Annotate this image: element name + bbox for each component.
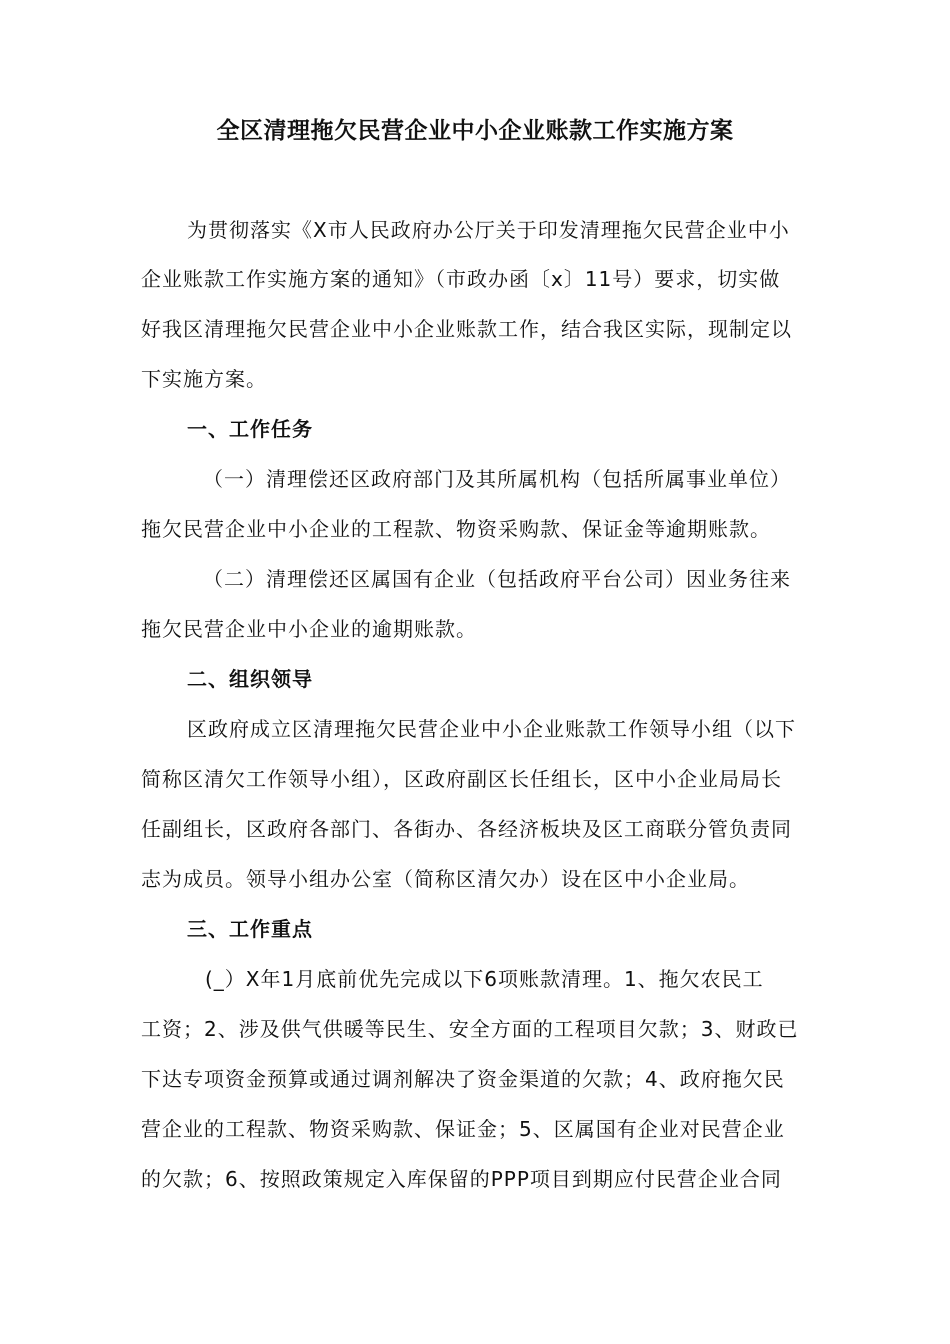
intro-line-3: 好我区清理拖欠民营企业中小企业账款工作，结合我区实际，现制定以	[141, 317, 792, 341]
section-3-heading: 三、工作重点	[187, 917, 313, 941]
section-2-heading: 二、组织领导	[187, 667, 313, 691]
section-1-item-2-line-1: （二）清理偿还区属国有企业（包括政府平台公司）因业务往来	[203, 567, 791, 591]
section-2-para-line-3: 任副组长，区政府各部门、各街办、各经济板块及区工商联分管负责同	[141, 817, 792, 841]
intro-line-4: 下实施方案。	[141, 367, 267, 391]
section-2-para-line-4: 志为成员。领导小组办公室（简称区清欠办）设在区中小企业局。	[141, 867, 750, 891]
section-1-item-2-line-2: 拖欠民营企业中小企业的逾期账款。	[141, 617, 477, 641]
section-2-para-line-1: 区政府成立区清理拖欠民营企业中小企业账款工作领导小组（以下	[187, 717, 796, 741]
document-title: 全区清理拖欠民营企业中小企业账款工作实施方案	[216, 118, 734, 144]
section-1-heading: 一、工作任务	[187, 417, 313, 441]
section-3-para-line-4: 营企业的工程款、物资采购款、保证金；5、区属国有企业对民营企业	[141, 1117, 785, 1141]
section-1-item-1-line-1: （一）清理偿还区政府部门及其所属机构（包括所属事业单位）	[203, 467, 791, 491]
section-2-para-line-2: 简称区清欠工作领导小组），区政府副区长任组长，区中小企业局局长	[141, 767, 782, 791]
section-1-item-1-line-2: 拖欠民营企业中小企业的工程款、物资采购款、保证金等逾期账款。	[141, 517, 771, 541]
section-3-para-line-5: 的欠款；6、按照政策规定入库保留的PPP项目到期应付民营企业合同	[141, 1167, 782, 1191]
intro-line-1: 为贯彻落实《X市人民政府办公厅关于印发清理拖欠民营企业中小	[187, 218, 790, 242]
section-3-para-line-1: (_）X年1月底前优先完成以下6项账款清理。1、拖欠农民工	[205, 967, 764, 991]
section-3-para-line-2: 工资；2、涉及供气供暖等民生、安全方面的工程项目欠款；3、财政已	[141, 1017, 799, 1041]
intro-line-2: 企业账款工作实施方案的通知》（市政办函〔x〕11号）要求，切实做	[141, 267, 781, 291]
section-3-para-line-3: 下达专项资金预算或通过调剂解决了资金渠道的欠款；4、政府拖欠民	[141, 1067, 785, 1091]
